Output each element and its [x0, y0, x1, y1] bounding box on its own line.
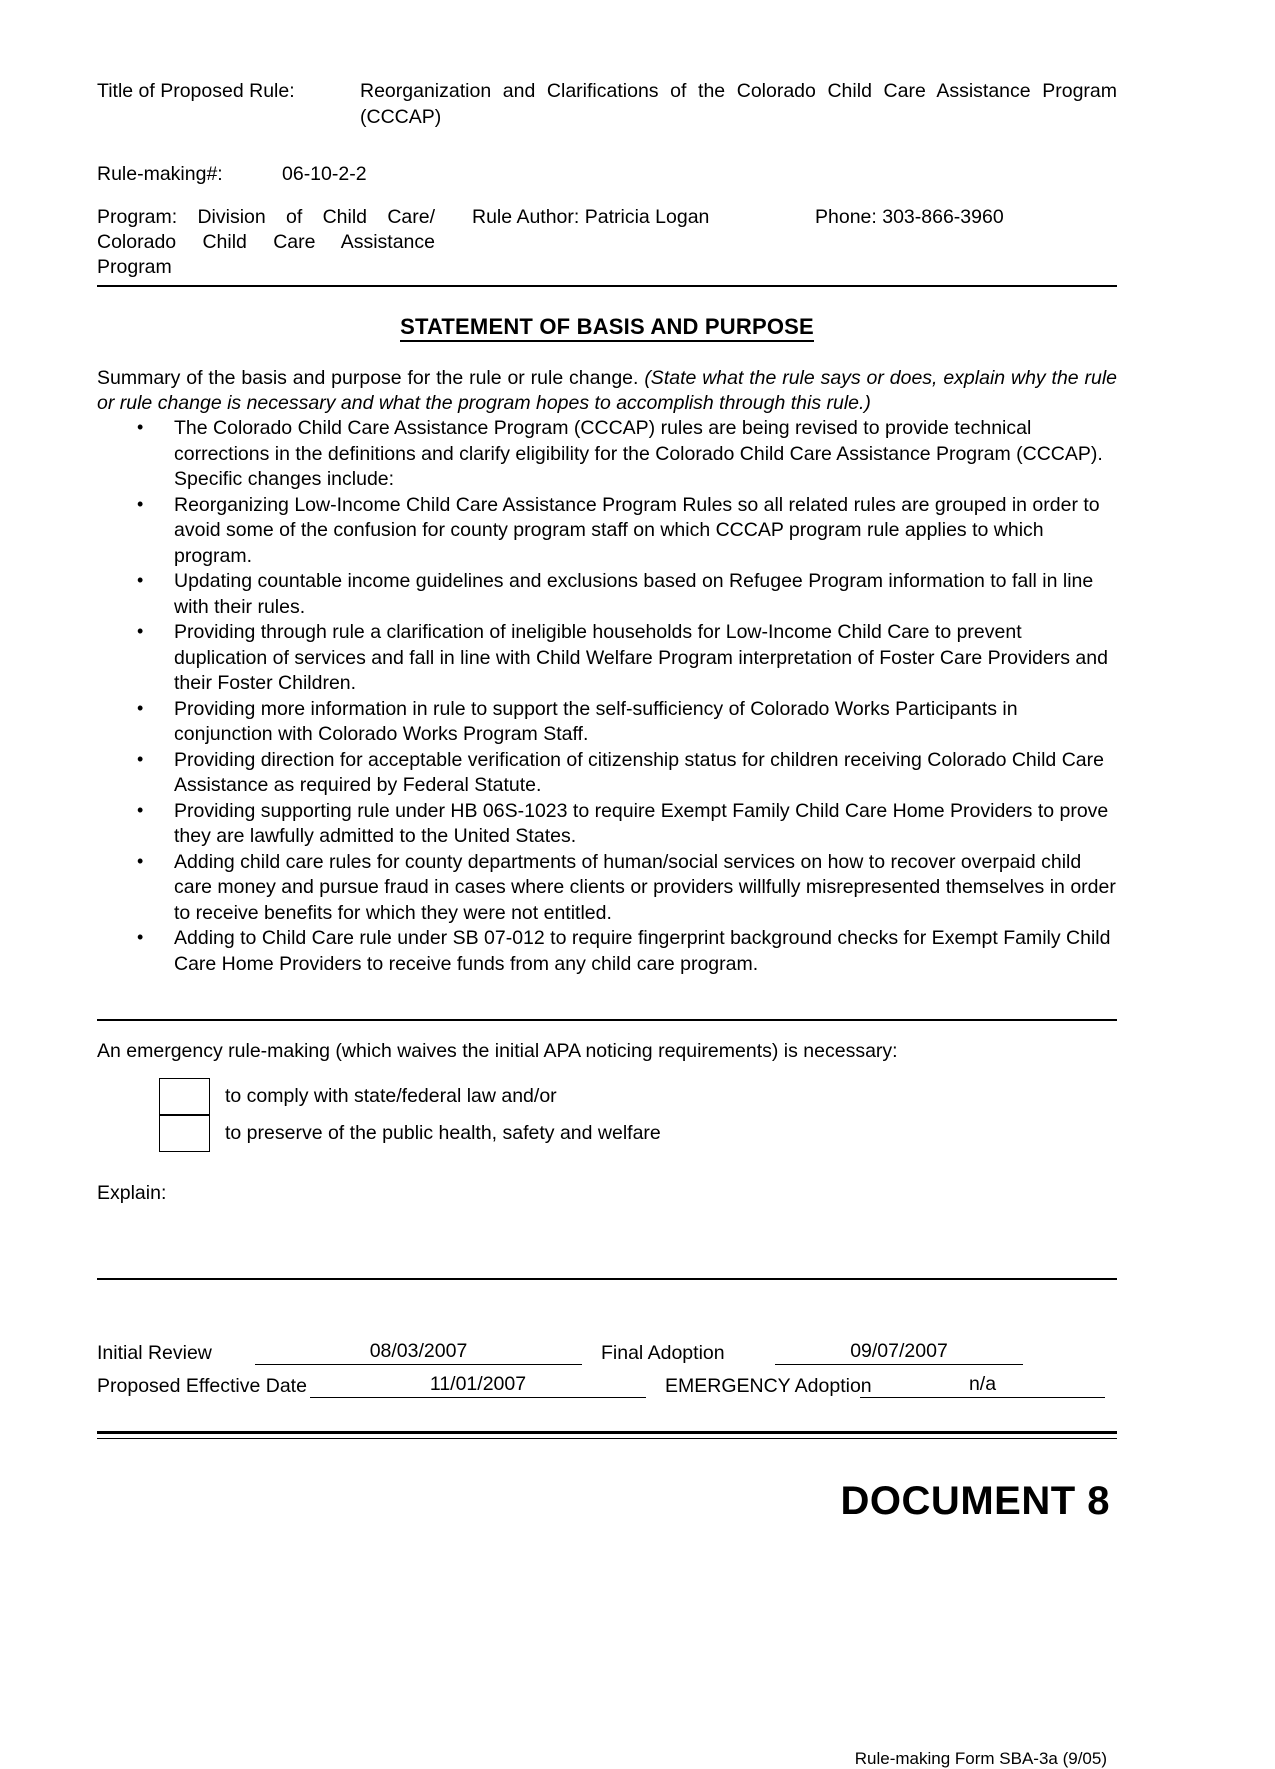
- emergency-section-divider: [97, 1019, 1117, 1021]
- rule-author-value: Rule Author: Patricia Logan: [472, 206, 710, 228]
- checkbox-preserve-public-health[interactable]: [159, 1115, 210, 1152]
- summary-paragraph: [97, 366, 1117, 416]
- emergency-options-group: [159, 1078, 1117, 1152]
- final-adoption-label: Final Adoption: [601, 1342, 725, 1364]
- bullet-icon: •: [137, 927, 144, 947]
- initial-review-label: Initial Review: [97, 1342, 212, 1364]
- list-item: [97, 620, 1117, 697]
- emergency-option-preserve-row[interactable]: [159, 1115, 1117, 1152]
- list-item: [97, 799, 1117, 850]
- title-of-proposed-rule-row: [97, 78, 1117, 130]
- basis-and-purpose-list: [97, 416, 1117, 977]
- footer-double-divider: [97, 1431, 1117, 1439]
- document-content: [97, 78, 1117, 1769]
- final-adoption-value[interactable]: 09/07/2007: [775, 1340, 1023, 1365]
- emergency-adoption-label: EMERGENCY Adoption: [665, 1375, 872, 1397]
- phone-value: Phone: 303-866-3960: [815, 206, 1004, 228]
- title-of-proposed-rule-label: Title of Proposed Rule:: [97, 80, 295, 102]
- emergency-option-comply-label: to comply with state/federal law and/or: [225, 1085, 557, 1107]
- list-item-text: Providing through rule a clarification of ineligible households for Low-Income Child Care to prevent duplication of services and fall in line with Child Welfare Program interpretation of Foster Care Providers and their Foster Children.: [174, 621, 1108, 694]
- bullet-icon: •: [137, 570, 144, 590]
- list-item-text: Providing direction for acceptable verification of citizenship status for children receiving Colorado Child Care Assistance as required by Federal Statute.: [174, 748, 1104, 796]
- list-item: [97, 569, 1117, 620]
- list-item-text: Updating countable income guidelines and exclusions based on Refugee Program information to fall in line with their rules.: [174, 570, 1094, 618]
- explain-label: Explain:: [97, 1182, 167, 1204]
- list-item-text: Adding to Child Care rule under SB 07-012 to require fingerprint background checks for Exempt Family Child Care Home Providers to receive funds from any child care program.: [174, 927, 1111, 975]
- list-item: [97, 493, 1117, 570]
- page-title: [97, 314, 1117, 340]
- proposed-effective-date-label: Proposed Effective Date: [97, 1375, 307, 1397]
- list-item-text: Providing supporting rule under HB 06S-1023 to require Exempt Family Child Care Home Providers to prove they are lawfully admitted to the United States.: [174, 799, 1109, 847]
- bullet-icon: •: [137, 493, 144, 514]
- emergency-option-comply-row[interactable]: [159, 1078, 1117, 1115]
- summary-italic-text: (State what the rule says or does, explain why the rule or rule change is necessary and what the program hopes to accomplish through this rule.): [97, 367, 1118, 414]
- rule-making-number-row: [97, 161, 1117, 187]
- list-item: [97, 416, 1117, 493]
- document-number: DOCUMENT 8: [840, 1479, 1110, 1523]
- bullet-icon: •: [137, 621, 144, 641]
- list-item: [97, 850, 1117, 927]
- list-item: [97, 697, 1117, 748]
- emergency-intro-text: An emergency rule-making (which waives the initial APA noticing requirements) is necessary:: [97, 1040, 898, 1062]
- rule-making-number-label: Rule-making#:: [97, 163, 223, 185]
- proposed-effective-date-value[interactable]: 11/01/2007: [310, 1373, 646, 1398]
- bullet-icon: •: [137, 850, 144, 871]
- explain-section-divider: [97, 1278, 1117, 1280]
- initial-review-value[interactable]: 08/03/2007: [255, 1340, 582, 1365]
- summary-plain-text: Summary of the basis and purpose for the rule or rule change.: [97, 367, 639, 389]
- emergency-option-preserve-label: to preserve of the public health, safety and welfare: [225, 1122, 661, 1144]
- proposed-effective-date-row: [97, 1365, 1117, 1398]
- dates-section: [97, 1332, 1117, 1398]
- list-item-text: Reorganizing Low-Income Child Care Assistance Program Rules so all related rules are grouped in order to avoid some of the confusion for county program staff on which CCCAP program rule applies to which program.: [174, 493, 1100, 567]
- program-info-row: [97, 205, 1117, 283]
- header-divider: [97, 285, 1117, 287]
- list-item-text: Adding child care rules for county departments of human/social services on how to recover overpaid child care money and pursue fraud in cases where clients or providers willfully misrepresented themselves in order to receive benefits for which they were not entitled.: [174, 850, 1116, 924]
- list-item: [97, 748, 1117, 799]
- emergency-adoption-value[interactable]: n/a: [860, 1373, 1105, 1398]
- bullet-icon: •: [137, 799, 144, 820]
- bullet-icon: •: [137, 697, 144, 718]
- bullet-icon: •: [137, 417, 144, 437]
- list-item-text: The Colorado Child Care Assistance Program (CCCAP) rules are being revised to provide technical corrections in the definitions and clarify eligibility for the Colorado Child Care Assistance Program (CCCAP). Specific changes include:: [174, 417, 1103, 490]
- list-item-text: Providing more information in rule to support the self-sufficiency of Colorado Works Participants in conjunction with Colorado Works Program Staff.: [174, 697, 1018, 745]
- form-footer-area: [97, 1599, 1117, 1769]
- bullet-icon: •: [137, 748, 144, 769]
- checkbox-comply-with-law[interactable]: [159, 1078, 210, 1115]
- form-identifier: Rule-making Form SBA-3a (9/05): [854, 1749, 1107, 1768]
- title-of-proposed-rule-value: Reorganization and Clarifications of the Colorado Child Care Assistance Program (CCCAP): [360, 80, 1117, 128]
- list-item: [97, 926, 1117, 977]
- initial-review-row: [97, 1332, 1117, 1365]
- program-name-value: Program: Division of Child Care/ Colorado Child Care Assistance Program: [97, 206, 435, 278]
- page-title-text: STATEMENT OF BASIS AND PURPOSE: [400, 314, 814, 342]
- rule-making-number-value: 06-10-2-2: [282, 163, 367, 185]
